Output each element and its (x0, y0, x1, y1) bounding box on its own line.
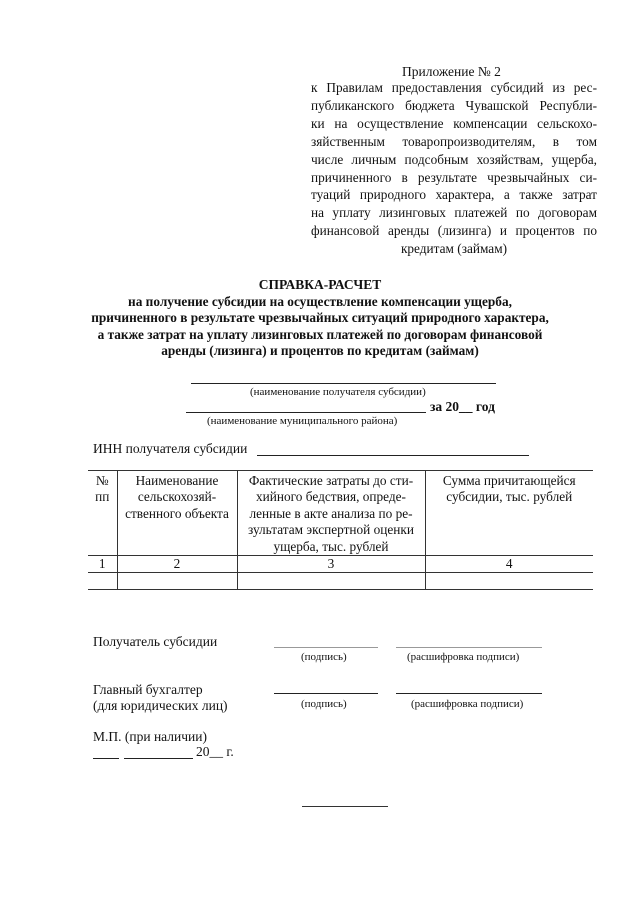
decoding-caption: (расшифровка подписи) (407, 651, 520, 663)
table-cell: 3 (237, 556, 425, 573)
title-line: аренды (лизинга) и процентов по кредитам (займам) (161, 343, 479, 359)
recipient-signature-line[interactable] (274, 647, 378, 648)
table-header-cell: № пп (88, 471, 117, 556)
appendix-text (311, 79, 597, 258)
appendix-line: кредитам (займам) (400, 241, 508, 257)
accountant-label: Главный бухгалтер (93, 682, 203, 697)
table-cell[interactable] (117, 573, 237, 590)
appendix-line: к Правилам предоставления субсидий из рес- (311, 80, 597, 95)
appendix-line: финансовой аренды (лизинга) и процентов по (311, 223, 597, 239)
appendix-line: на уплату лизинговых платежей по договорам (311, 205, 597, 221)
inn-line[interactable] (257, 455, 529, 456)
appendix-line: публиканского бюджета Чувашской Республи- (311, 97, 597, 113)
table-header-cell: Наименование сельскохозяй-ственного объекта (117, 471, 237, 556)
table-number-row (88, 556, 593, 573)
table-cell[interactable] (88, 573, 117, 590)
accountant-sublabel: (для юридических лиц) (93, 698, 228, 713)
table-cell[interactable] (425, 573, 593, 590)
date-year: 20__ г. (196, 744, 234, 759)
signature-caption: (подпись) (301, 651, 347, 663)
table-row (88, 573, 593, 590)
inn-label: ИНН получателя субсидии (93, 441, 248, 456)
calculation-table (88, 470, 593, 590)
accountant-signature-line[interactable] (274, 693, 378, 694)
appendix-line: ки на осуществление компенсации сельскохо- (311, 115, 597, 131)
table-header-row (88, 471, 593, 556)
table-cell: 2 (117, 556, 237, 573)
recipient-decoding-line[interactable] (396, 647, 542, 648)
decoding-caption: (расшифровка подписи) (411, 698, 524, 710)
table-header-cell: Фактические затраты до сти-хийного бедствия, опреде-ленные в акте анализа по ре-зультатам экспертной оценки ущерба, тыс. рублей (237, 471, 425, 556)
appendix-line: числе личным подсобным хозяйствам, ущерба, (311, 151, 597, 167)
appendix-line: туаций природного характера, а также затрат (311, 187, 597, 203)
recipient-name-line[interactable] (191, 383, 496, 384)
table-cell: 1 (88, 556, 117, 573)
title-line: причиненного в результате чрезвычайных ситуаций природного характера, (91, 310, 549, 326)
table-header-cell: Сумма причитающейся субсидии, тыс. рублей (425, 471, 593, 556)
district-name-line[interactable] (186, 412, 426, 413)
table-cell[interactable] (237, 573, 425, 590)
document-title (0, 277, 640, 360)
title-main: СПРАВКА-РАСЧЕТ (258, 277, 382, 292)
title-line: а также затрат на уплату лизинговых платежей по договорам финансовой (97, 326, 543, 342)
recipient-signature-label: Получатель субсидии (93, 634, 218, 649)
stamp-label: М.П. (при наличии) (93, 729, 207, 744)
appendix-title: Приложение № 2 (402, 64, 501, 79)
appendix-line: зяйственным товаропроизводителям, в том (311, 133, 597, 149)
accountant-decoding-line[interactable] (396, 693, 542, 694)
title-line: на получение субсидии на осуществление компенсации ущерба, (128, 293, 512, 309)
footer-divider (302, 806, 388, 807)
district-caption: (наименование муниципального района) (207, 415, 398, 427)
signature-caption: (подпись) (301, 698, 347, 710)
date-month-line[interactable] (124, 758, 193, 759)
appendix-line: причиненного в результате чрезвычайных си- (311, 169, 597, 185)
recipient-caption: (наименование получателя субсидии) (250, 386, 426, 398)
table-cell: 4 (425, 556, 593, 573)
date-day-line[interactable] (93, 758, 119, 759)
report-year: за 20__ год (430, 399, 495, 414)
